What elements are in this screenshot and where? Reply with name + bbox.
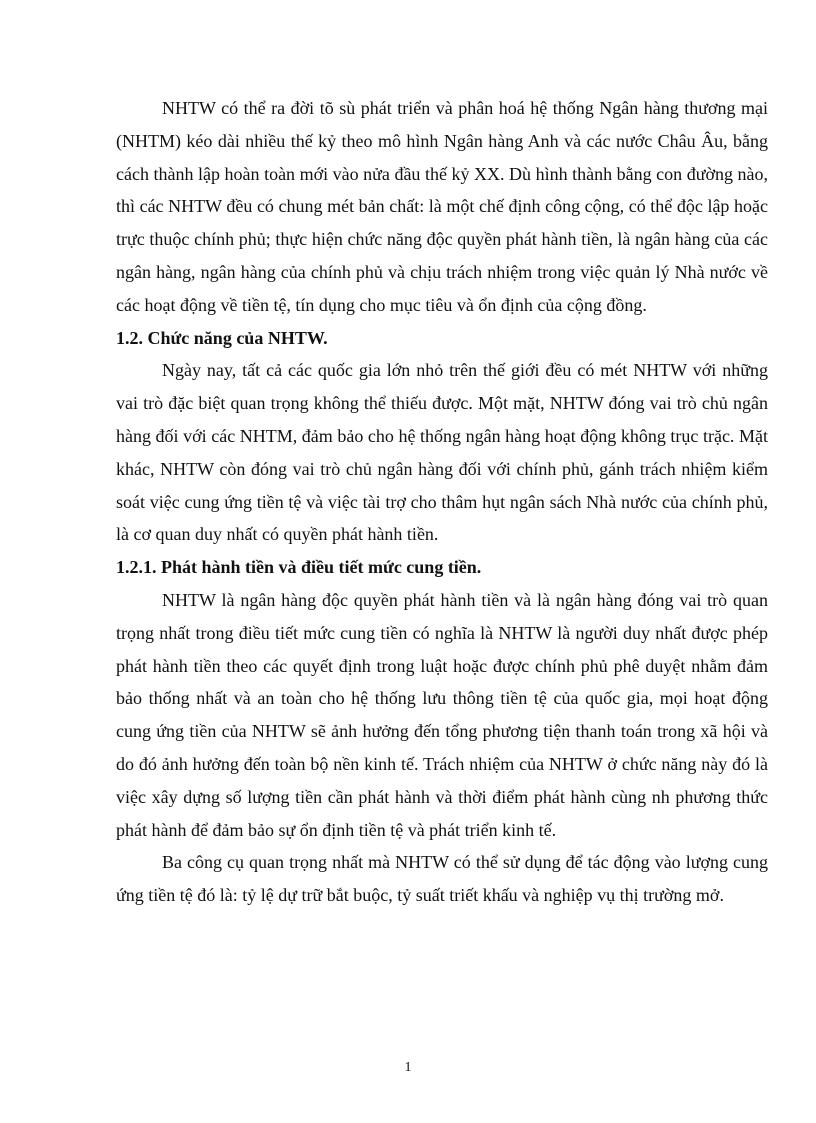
- paragraph-monetary-tools: Ba công cụ quan trọng nhất mà NHTW có thể sử dụng để tác động vào lượng cung ứng tiền tệ đó là: tỷ lệ dự trữ bắt buộc, tỷ suất triết khấu và nghiệp vụ thị trường mở.: [116, 852, 768, 906]
- section-heading-functions: 1.2. Chức năng của NHTW.: [116, 327, 328, 348]
- document-page: [116, 92, 768, 912]
- subsection-heading-money-issuance: 1.2.1. Phát hành tiền và điều tiết mức cung tiền.: [116, 557, 482, 578]
- paragraph-nhtw-roles: Ngày nay, tất cả các quốc gia lớn nhỏ trên thế giới đều có mét NHTW với những vai trò đặc biệt quan trọng không thể thiếu được. Một mặt, NHTW đóng vai trò chủ ngân hàng đối với các NHTM, đảm bảo cho hệ thống ngân hàng hoạt động không trục trặc. Mặt khác, NHTW còn đóng vai trò chủ ngân hàng đối với chính phủ, gánh trách nhiệm kiểm soát việc cung ứng tiền tệ và việc tài trợ cho thâm hụt ngân sách Nhà nước của chính phủ, là cơ quan duy nhất có quyền phát hành tiền.: [116, 360, 768, 545]
- page-number: 1: [404, 1060, 412, 1075]
- paragraph-money-issuance: NHTW là ngân hàng độc quyền phát hành tiền và là ngân hàng đóng vai trò quan trọng nhất trong điều tiết mức cung tiền có nghĩa là NHTW là người duy nhất được phép phát hành tiền theo các quyết định trong luật hoặc được chính phủ phê duyệt nhằm đảm bảo thống nhất và an toàn cho hệ thống lưu thông tiền tệ của quốc gia, mọi hoạt động cung ứng tiền của NHTW sẽ ảnh hưởng đến tổng phương tiện thanh toán trong xã hội và do đó ảnh hưởng đến toàn bộ nền kinh tế. Trách nhiệm của NHTW ở chức năng này đó là việc xây dựng số lượng tiền cần phát hành và thời điểm phát hành cùng nh phương thức phát hành để đảm bảo sự ổn định tiền tệ và phát triển kinh tế.: [116, 589, 768, 840]
- paragraph-nhtw-origin: NHTW có thể ra đời tõ sù phát triển và phân hoá hệ thống Ngân hàng thương mại (NHTM) kéo dài nhiều thế kỷ theo mô hình Ngân hàng Anh và các nước Châu Âu, bằng cách thành lập hoàn toàn mới vào nửa đầu thế kỷ XX. Dù hình thành bằng con đường nào, thì các NHTW đều có chung mét bản chất: là một chế định công cộng, có thể độc lập hoặc trực thuộc chính phủ; thực hiện chức năng độc quyền phát hành tiền, là ngân hàng của các ngân hàng, ngân hàng của chính phủ và chịu trách nhiệm trong việc quản lý Nhà nước về các hoạt động về tiền tệ, tín dụng cho mục tiêu và ổn định của cộng đồng.: [116, 98, 768, 315]
